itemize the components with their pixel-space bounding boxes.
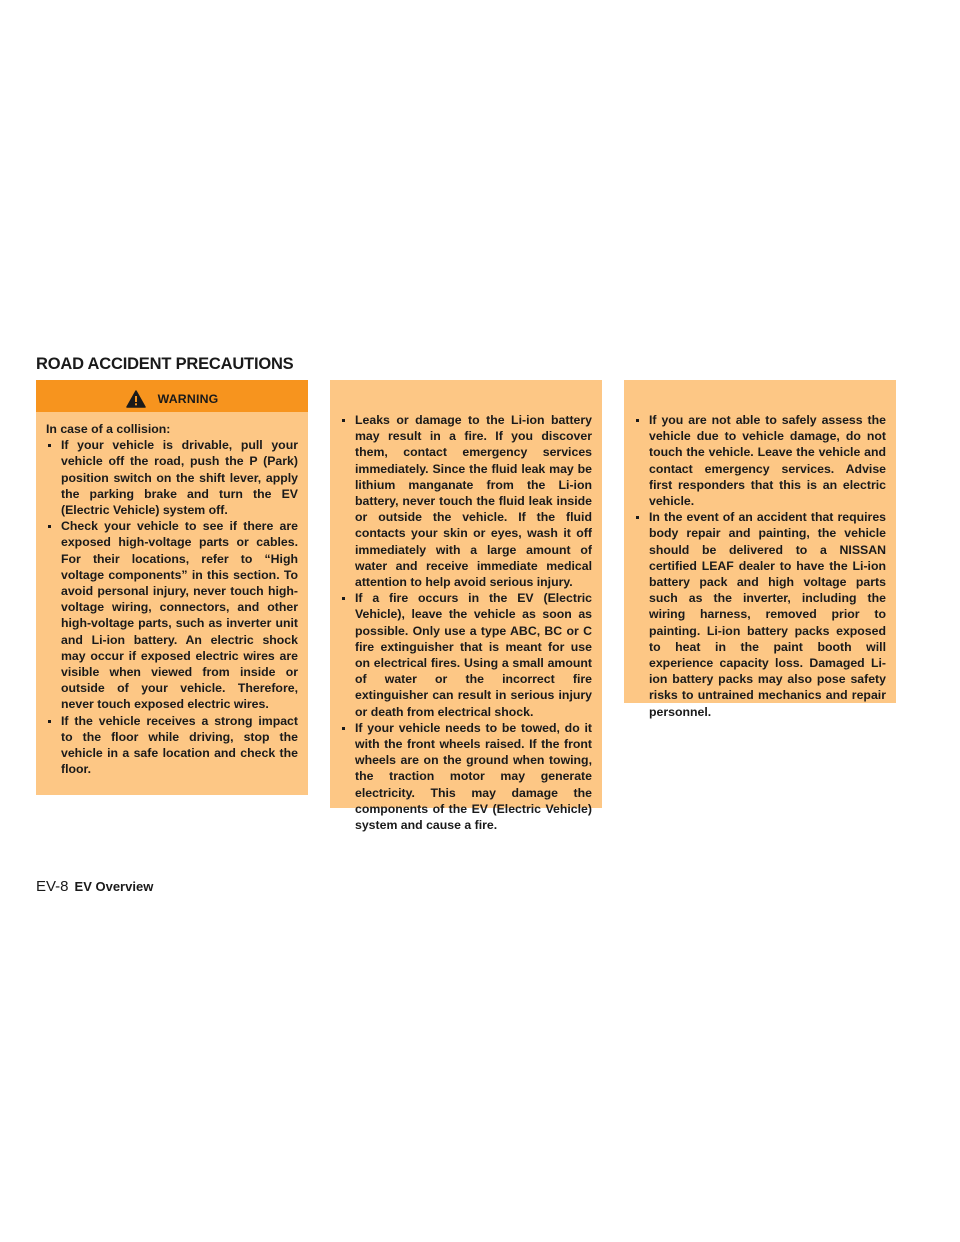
warning-triangle-icon <box>126 390 146 408</box>
list-item: If a fire occurs in the EV (Electric Vehicle), leave the vehicle as soon as possible. Only use a type ABC, BC or C fire extinguisher that is meant for use on electrical fires. Using a small amount of water or the incorrect fire extinguisher can result in serious injury or death from electrical shock. <box>340 590 592 720</box>
warning-box <box>36 380 308 795</box>
list-item: In the event of an accident that requires body repair and painting, the vehicle should be delivered to a NISSAN certified LEAF dealer to have the Li-ion battery pack and high voltage parts such as the inverter, including the wiring harness, removed prior to painting. Li-ion battery packs exposed to heat in the paint booth will experience capacity loss. Damaged Li-ion battery packs may also pose safety risks to untrained mechanics and repair personnel. <box>634 509 886 720</box>
warning-header <box>36 380 308 412</box>
list-item: Check your vehicle to see if there are exposed high-voltage parts or cables. For their locations, refer to “High voltage components” in this section. To avoid personal injury, never touch high-voltage wiring, connectors, and other high-voltage parts, such as inverter unit and Li-ion battery. An electric shock may occur if exposed electric wires are visible when viewed from inside or outside of your vehicle. Therefore, never touch exposed electric wires. <box>46 518 298 712</box>
list-item: If you are not able to safely assess the vehicle due to vehicle damage, do not touch the vehicle. Leave the vehicle and contact emergency services. Advise first responders that this is an electric vehicle. <box>634 412 886 509</box>
page-footer <box>36 878 153 895</box>
warning-list-b <box>340 412 592 833</box>
warning-list-a <box>46 437 298 777</box>
warning-intro: In case of a collision: <box>46 422 171 436</box>
warning-continuation-box <box>624 380 896 719</box>
warning-continuation-box <box>330 380 602 833</box>
list-item: If your vehicle is drivable, pull your vehicle off the road, push the P (Park) position switch on the shift lever, apply the parking brake and turn the EV (Electric Vehicle) system off. <box>46 437 298 518</box>
list-item: If the vehicle receives a strong impact to the floor while driving, stop the vehicle in a safe location and check the floor. <box>46 713 298 778</box>
list-item: If your vehicle needs to be towed, do it with the front wheels raised. If the front wheels are on the ground when towing, the traction motor may generate electricity. This may damage the components of the EV (Electric Vehicle) system and cause a fire. <box>340 720 592 833</box>
warning-list-c <box>634 412 886 720</box>
section-name: EV Overview <box>74 879 154 894</box>
list-item: Leaks or damage to the Li-ion battery may result in a fire. If you discover them, contact emergency services immediately. Since the fluid leak may be lithium manganate from the Li-ion battery, never touch the fluid leak inside or outside the vehicle. If the fluid contacts your skin or eyes, wash it off immediately with a large amount of water and receive immediate medical attention to help avoid serious injury. <box>340 412 592 590</box>
section-title: ROAD ACCIDENT PRECAUTIONS <box>36 355 294 373</box>
page-number: EV-8 <box>36 878 69 895</box>
warning-label: WARNING <box>157 391 219 406</box>
